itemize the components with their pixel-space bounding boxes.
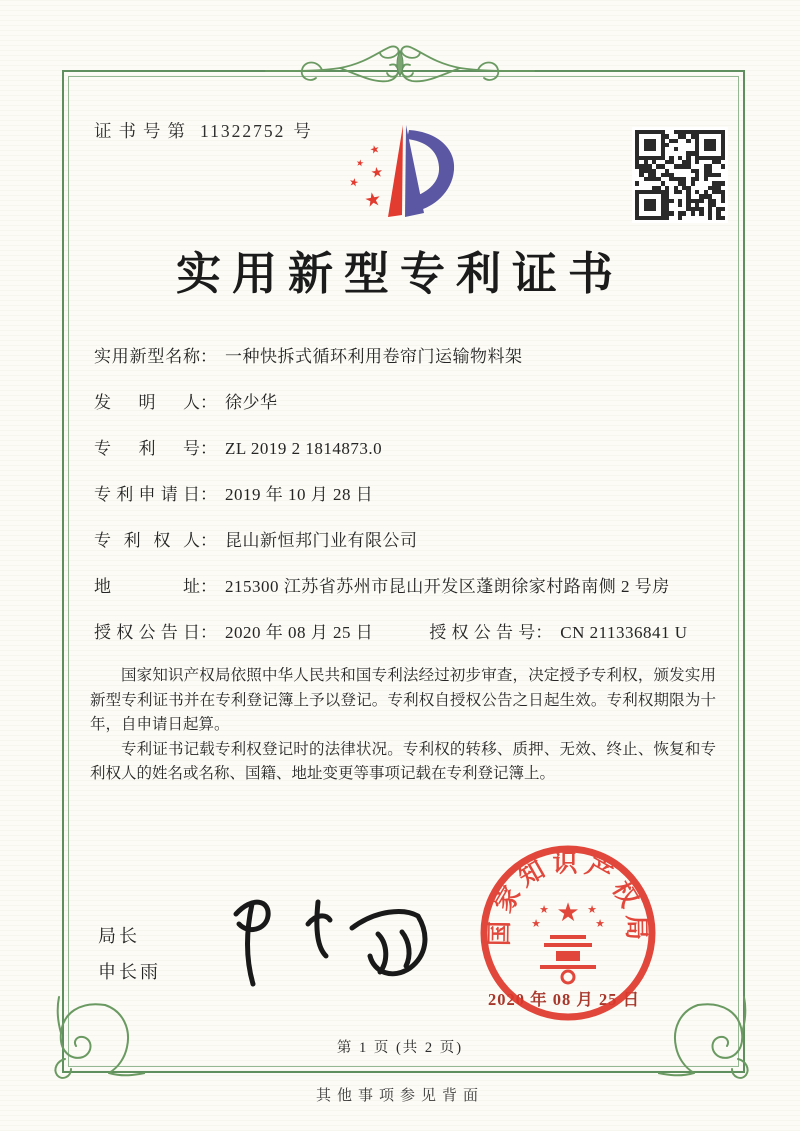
certificate-number-suffix: 号 xyxy=(293,121,313,141)
certificate-number xyxy=(94,118,313,143)
field-inventor: 发明人 ： 徐少华 xyxy=(94,388,714,417)
cnipa-logo-icon xyxy=(343,120,475,222)
official-seal-icon xyxy=(478,843,658,1023)
svg-text:★: ★ xyxy=(347,176,360,190)
seal-date: 2020 年 08 月 25 日 xyxy=(488,990,641,1009)
page-indicator: 第 1 页 (共 2 页) xyxy=(336,1040,464,1056)
field-value: ZL 2019 2 1814873.0 xyxy=(225,439,383,458)
grant-date-value: 2020 年 08 月 25 日 xyxy=(225,623,374,642)
legal-paragraph-2: 专利证书记载专利权登记时的法律状况。专利权的转移、质押、无效、终止、恢复和专利权人的姓名或名称、国籍、地址变更等事项记载在专利登记簿上。 xyxy=(90,740,716,782)
field-label: 授权公告日 xyxy=(94,623,200,642)
field-patent-number: 专利号 ： ZL 2019 2 1814873.0 xyxy=(94,434,714,463)
svg-text:★: ★ xyxy=(556,898,580,927)
field-filing-date: 专利申请日 ： 2019 年 10 月 28 日 xyxy=(94,480,714,509)
field-grant-number: 授权公告号 ： CN 211336841 U xyxy=(429,618,687,647)
signer-title: 局长 xyxy=(98,926,140,946)
top-border-ornament-icon xyxy=(264,40,536,96)
field-list xyxy=(94,342,714,647)
field-label: 发明人 xyxy=(94,393,200,412)
field-label: 专利申请日 xyxy=(94,485,200,504)
field-label: 授权公告号 xyxy=(429,623,536,642)
field-label: 实用新型名称 xyxy=(94,347,200,366)
certificate-number-label: 证书号第 xyxy=(94,121,192,141)
field-grant-row: 授权公告日 ： 2020 年 08 月 25 日 授权公告号 ： CN 211336841 U xyxy=(94,618,714,647)
field-value: 一种快拆式循环利用卷帘门运输物料架 xyxy=(225,347,523,366)
certificate-number-value: 11322752 xyxy=(200,121,286,141)
svg-text:★: ★ xyxy=(587,904,597,916)
svg-text:★: ★ xyxy=(368,142,382,158)
field-patentee: 专利权人 ： 昆山新恒邦门业有限公司 xyxy=(94,526,714,555)
corner-flourish-right-icon xyxy=(658,995,768,1080)
svg-text:★: ★ xyxy=(362,188,384,213)
field-value: 徐少华 xyxy=(225,393,278,412)
field-label: 专利权人 xyxy=(94,531,200,550)
field-utility-model-name: 实用新型名称 ： 一种快拆式循环利用卷帘门运输物料架 xyxy=(94,342,714,371)
corner-flourish-left-icon xyxy=(35,995,145,1080)
svg-text:★: ★ xyxy=(595,918,605,930)
svg-text:★: ★ xyxy=(355,157,365,169)
signature-graphic xyxy=(212,872,437,997)
grant-number-value: CN 211336841 U xyxy=(560,623,688,642)
field-address: 地址 ： 215300 江苏省苏州市昆山开发区蓬朗徐家村路南侧 2 号房 xyxy=(94,572,714,601)
field-label: 地址 xyxy=(94,577,200,596)
field-value: 2019 年 10 月 28 日 xyxy=(225,485,374,504)
legal-paragraph-1: 国家知识产权局依照中华人民共和国专利法经过初步审查，决定授予专利权，颁发实用新型专利证书并在专利登记簿上予以登记。专利权自授权公告之日起生效。专利权期限为十年，自申请日起算。 xyxy=(90,667,716,733)
svg-text:★: ★ xyxy=(531,918,541,930)
legal-text xyxy=(90,664,716,787)
svg-text:★: ★ xyxy=(539,904,549,916)
back-note: 其他事项参见背面 xyxy=(315,1088,484,1104)
svg-text:★: ★ xyxy=(369,165,385,182)
field-value: 215300 江苏省苏州市昆山开发区蓬朗徐家村路南侧 2 号房 xyxy=(225,577,670,596)
certificate-title: 实用新型专利证书 xyxy=(175,249,624,299)
signer-name: 申长雨 xyxy=(98,962,161,982)
field-value: 昆山新恒邦门业有限公司 xyxy=(225,531,418,550)
field-label: 专利号 xyxy=(94,439,200,458)
svg-text:国家知识产权局: 国家知识产权局 xyxy=(486,850,650,947)
qr-code xyxy=(632,127,728,223)
